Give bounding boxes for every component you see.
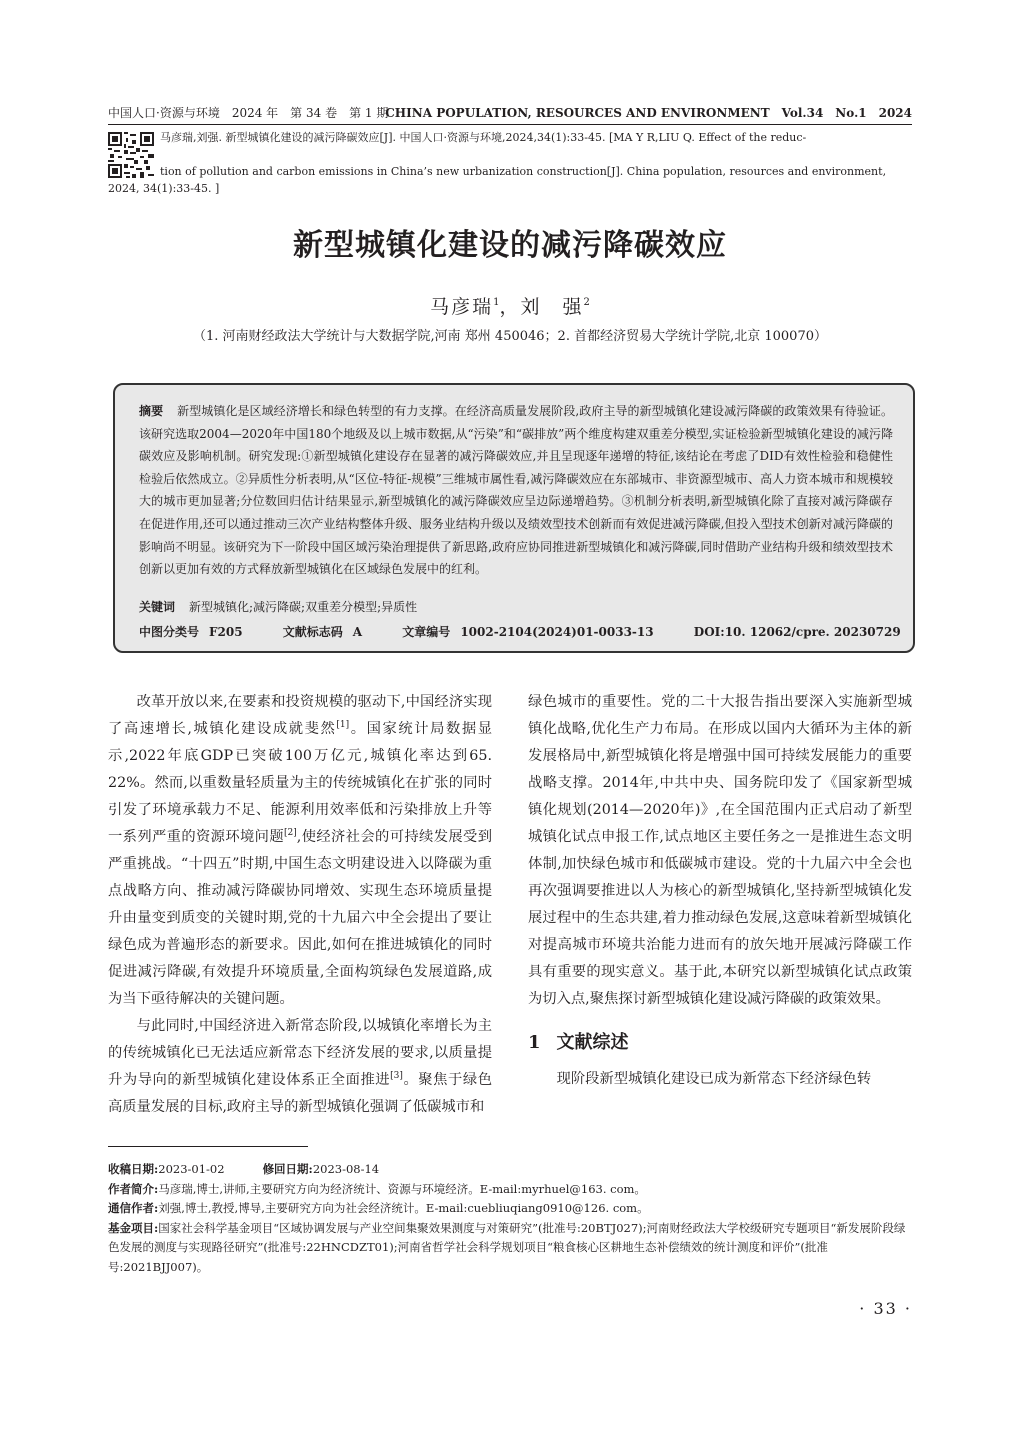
reference-mark: [3] — [390, 1071, 403, 1081]
abstract-label: 摘要 — [139, 404, 164, 418]
body-column-left — [108, 689, 492, 1121]
dates-line: 收稿日期:2023-01-02 修回日期:2023-08-14 — [108, 1162, 380, 1176]
author-2: 刘 强 — [520, 296, 584, 318]
keywords-label: 关键词 — [139, 600, 176, 614]
author-separator: ， — [499, 296, 521, 318]
reference-mark: [2] — [284, 828, 297, 838]
body-paragraph-continued: 绿色城市的重要性。党的二十大报告指出要深入实施新型城镇化战略,优化生产力布局。在形成以国内大循环为主体的新发展格局中,新型城镇化将是增强中国可持续发展能力的重要战略支撑。2014年,中共中央、国务院印发了《国家新型城镇化规划(2014—2020年)》,在全国范围内正式启动了新型城镇化试点申报工作,试点地区主要任务之一是推进生态文明体制,加快绿色城市和低碳城市建设。党的十九届六中全会也再次强调要推进以人为核心的新型城镇化,坚持新型城镇化发展过程中的生态共建,着力推动绿色发展,这意味着新型城镇化对提高城市环境共治能力进而有的放矢地开展减污降碳工作具有重要的现实意义。基于此,本研究以新型城镇化试点政策为切入点,聚焦探讨新型城镇化建设减污降碳的政策效果。 — [528, 694, 912, 1007]
affiliations: （1. 河南财经政法大学统计与大数据学院,河南 郑州 450046；2. 首都经济贸易大学统计学院,北京 100070） — [193, 329, 827, 344]
body-paragraph: 改革开放以来,在要素和投资规模的驱动下,中国经济实现了高速增长,城镇化建设成就斐然[1]。国家统计局数据显示,2022年底GDP已突破100万亿元,城镇化率达到65. 22%。然而,以重数量轻质量为主的传统城镇化在扩张的同时引发了环境承载力不足、能源利用效率低和污染排放上升等一系列严重的资源环境问题[2],使经济社会的可持续发展受到严重挑战。“十四五”时期,中国生态文明建设进入以降碳为重点战略方向、推动减污降碳协同增效、实现生态环境质量提升由量变到质变的关键时期,党的十九届六中全会提出了要让绿色成为普遍形态的新要求。因此,如何在推进城镇化的同时促进减污降碳,有效提升环境质量,全面构筑绿色发展道路,成为当下亟待解决的关键问题。 — [108, 694, 493, 1007]
author-1-affil-mark: 1 — [493, 297, 500, 308]
author-line — [108, 292, 912, 319]
abstract-text: 新型城镇化是区域经济增长和绿色转型的有力支撑。在经济高质量发展阶段,政府主导的新型城镇化建设减污降碳的政策效果有待验证。该研究选取2004—2020年中国180个地级及以上城市数据,从“污染”和“碳排放”两个维度构建双重差分模型,实证检验新型城镇化建设的减污降碳效应及影响机制。研究发现:①新型城镇化建设存在显著的减污降碳效应,并且呈现逐年递增的特征,该结论在考虑了DID有效性检验和稳健性检验后依然成立。②异质性分析表明,从“区位-特征-规模”三维城市属性看,减污降碳效应在东部城市、非资源型城市、高人力资本城市和规模较大的城市更加显著;分位数回归估计结果显示,新型城镇化的减污降碳效应呈边际递增趋势。③机制分析表明,新型城镇化除了直接对减污降碳存在促进作用,还可以通过推动三次产业结构整体升级、服务业结构升级以及绩效型技术创新而有效促进减污降碳,但投入型技术创新对减污降碳的影响尚不明显。该研究为下一阶段中国区域污染治理提供了新思路,政府应协同推进新型城镇化和减污降碳,同时借助产业结构升级和绩效型技术创新以更加有效的方式释放新型城镇化在区域绿色发展中的红利。 — [139, 404, 893, 577]
clc-label: 中图分类号 — [139, 625, 200, 639]
funding: 基金项目:国家社会科学基金项目“区域协调发展与产业空间集聚效果测度与对策研究”(批准号:20BTJ027);河南财经政法大学校级研究专题项目“新发展阶段绿色发展的测度与实现路径研究”(批准号:22HNCDZT01);河南省哲学社会科学规划项目“粮食核心区耕地生态补偿绩效的统计测度和评价”(批准号:2021BJJ007)。 — [108, 1220, 906, 1274]
section-heading — [528, 1029, 912, 1056]
author-2-affil-mark: 2 — [583, 297, 590, 308]
keywords-text: 新型城镇化;减污降碳;双重差分模型;异质性 — [189, 600, 418, 614]
footnotes — [108, 1160, 912, 1277]
journal-header-en: CHINA POPULATION, RESOURCES AND ENVIRONMENT Vol.34 No.1 2024 — [385, 106, 912, 120]
received-date: 2023-01-02 — [158, 1162, 225, 1176]
author-1: 马彦瑞 — [430, 296, 494, 318]
body-paragraph: 与此同时,中国经济进入新常态阶段,以城镇化率增长为主的传统城镇化已无法适应新常态下经济发展的要求,以质量提升为导向的新型城镇化建设体系正全面推进[3]。聚焦于绿色高质量发展的目标,政府主导的新型城镇化强调了低碳城市和 — [108, 1018, 493, 1115]
author-bio: 作者简介:马彦瑞,博士,讲师,主要研究方向为经济统计、资源与环境经济。E-mail:myrhuel@163. com。 — [108, 1181, 646, 1196]
doc-code-value: A — [352, 625, 363, 639]
journal-header-cn: 中国人口·资源与环境 2024 年 第 34 卷 第 1 期 — [108, 106, 389, 120]
doi-text: DOI:10. 12062/cpre. 20230729 — [693, 625, 901, 639]
footnote-rule — [108, 1146, 308, 1147]
article-no-label: 文章编号 — [402, 625, 451, 639]
doc-code-label: 文献标志码 — [282, 625, 343, 639]
abstract-box — [113, 383, 915, 653]
abstract — [139, 400, 893, 581]
reference-mark: [1] — [336, 720, 350, 730]
section-number: 1 — [528, 1032, 541, 1053]
section-title: 文献综述 — [556, 1032, 629, 1053]
page-number: · 33 · — [859, 1299, 912, 1318]
header-rule — [108, 124, 912, 125]
revised-date: 2023-08-14 — [312, 1162, 380, 1176]
keywords-line — [139, 598, 417, 615]
article-no-value: 1002-2104(2024)01-0033-13 — [460, 625, 654, 639]
clc-value: F205 — [209, 625, 243, 639]
citation-continuation: tion of pollution and carbon emissions in China’s new urbanization construction[J]. China population, resources and environment, 2024, 34(1):33-45. ] — [108, 165, 887, 195]
citation-line-1: 马彦瑞,刘强. 新型城镇化建设的减污降碳效应[J]. 中国人口·资源与环境,2024,34(1):33-45. [MA Y R,LIU Q. Effect of the reduc- — [160, 131, 807, 144]
body-paragraph: 现阶段新型城镇化建设已成为新常态下经济绿色转 — [556, 1071, 872, 1087]
body-column-right — [528, 689, 912, 1093]
paper-title: 新型城镇化建设的减污降碳效应 — [293, 228, 727, 263]
corresponding-author: 通信作者:刘强,博士,教授,博导,主要研究方向为社会经济统计。E-mail:cuebliuqiang0910@126. com。 — [108, 1201, 649, 1215]
running-header — [108, 104, 912, 124]
classification-line — [139, 623, 911, 640]
